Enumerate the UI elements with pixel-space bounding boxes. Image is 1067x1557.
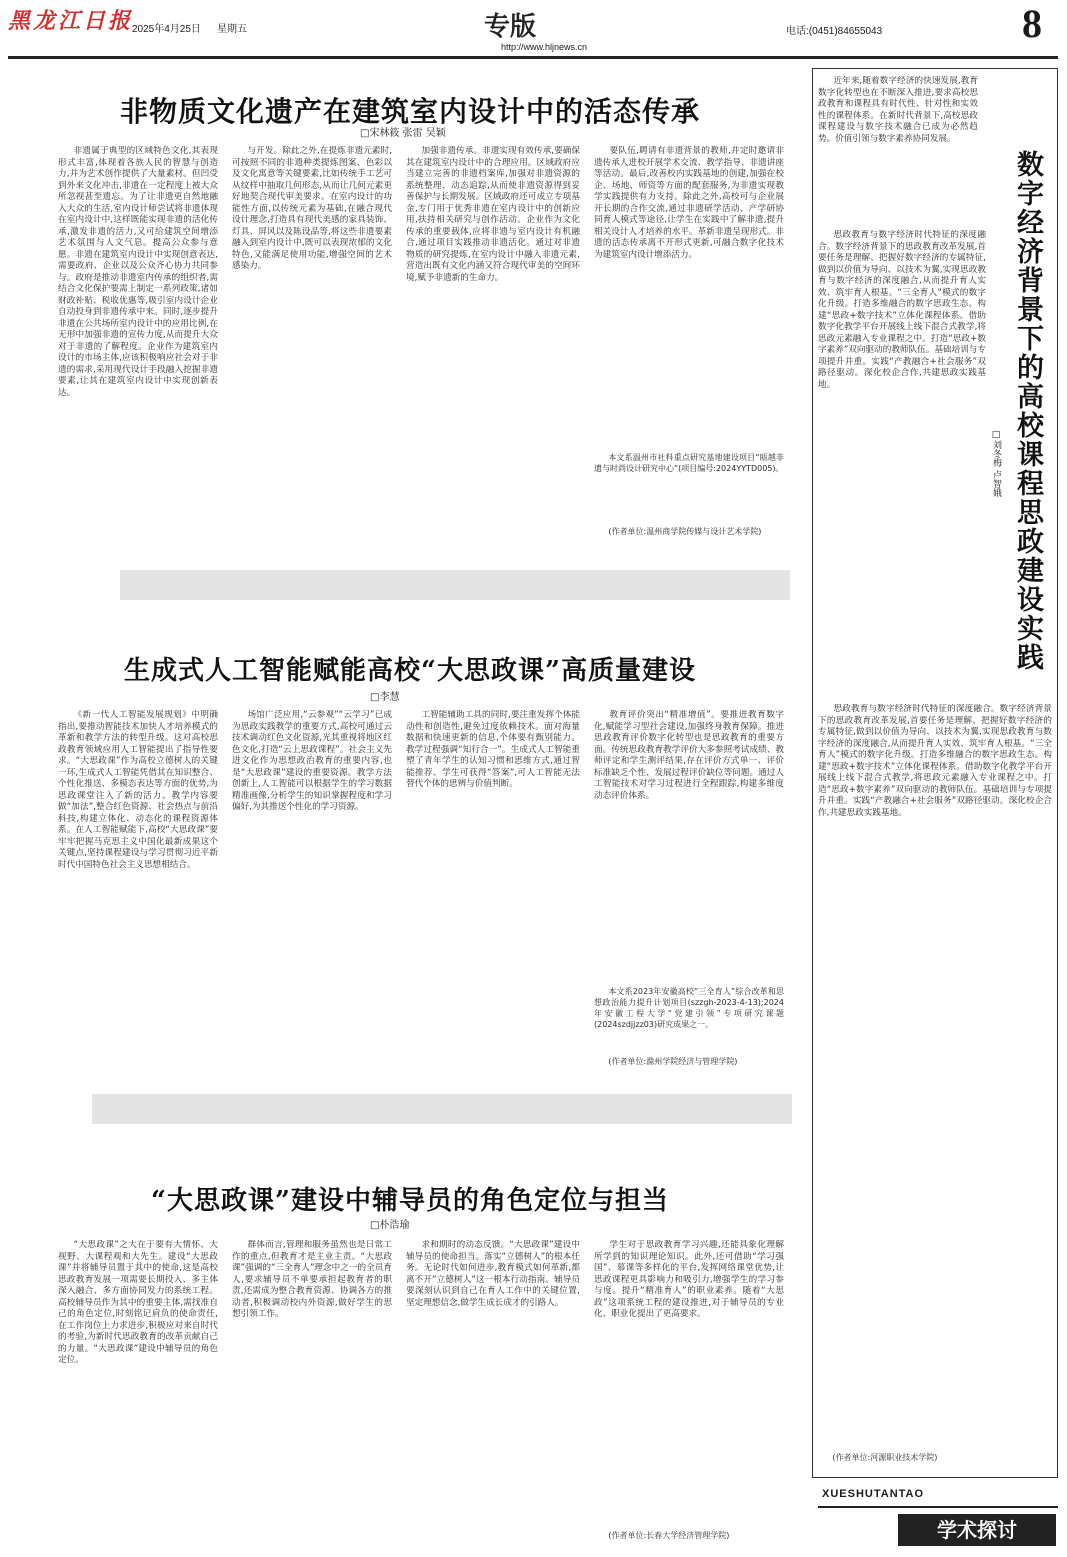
article1-column-1	[58, 146, 218, 548]
article4-byline: □刘冬梅 卢智娥	[991, 430, 1001, 497]
article1-column-4-text: 要队伍,聘请有非遗背景的教师,并定时邀请非遗传承人进校开展学术交流、教学指导、非遗讲座等活动。最后,改善校内实践基地的创建,加强在校企、场地、师资等方面的配套服务,为非遗实现教学实践提供有力支持。除此之外,高校可与企业展开长期的合作交流,通过非遗研学活动、产学研协同育人模式等途径,让学生在实践中了解非遗,提升相关设计人才培养的水平。革新非遗呈现形式。非遗的活态传承离不开形式更新,可融合数字化技术为建筑室内设计增添活力。	[594, 146, 784, 260]
column-tag-pinyin: XUESHUTANTAO	[822, 1488, 925, 1500]
article2-author-info: (作者单位:滁州学院经济与管理学院)	[608, 1057, 738, 1066]
article1-column-2-text: 与开发。除此之外,在提炼非遗元素时,可按照不同的非遗种类提炼图案、色彩以及文化寓意等关键要素,比如传统手工艺可从纹样中抽取几何形态,从而让几何元素更好地契合现代审美要求。在室内设计的功能性方面,以传统元素为基础,在融合现代设计理念,打造具有现代美感的家具装饰、灯具、屏风以及陈设品等,将这些非遗要素融入到室内设计中,既可以表现浓郁的文化特色,又能满足使用功能,增强空间的艺术感染力。	[232, 146, 392, 271]
article3-column-1: “大思政课”之大在于要有大情怀、大视野、大课程观和大先生。建设“大思政课”并将辅导员置于其中的使命,这是高校思政教育发展一项需要长期投入、多主体深入融合、多方面协同发力的系统工程。高校辅导员作为其中的重要主体,需找准自己的角色定位,时刻铭记肩负的使命责任,在工作岗位上力求进步,积极应对来自时代的考验,为新时代思政教育的改革贡献自己的力量。“大思政课”建设中辅导员的角色定位。	[58, 1240, 218, 1365]
article2-footnote: 本文系2023年安徽高校“三全育人”综合改革和思想政治能力提升计划项目(szzgh-2023-4-13);2024年安徽工程大学“党建引领”专项研究课题(2024szdjjzz03)研究成果之一。	[594, 987, 784, 1029]
contact-phone: 电话:(0451)84655043	[786, 26, 883, 37]
article1-footnote: 本文系温州市社科重点研究基地建设项目“瓯越非遗与时尚设计研究中心”(项目编号:2024YYTD005)。	[594, 453, 784, 473]
article4-body-upper: 思政教育与数字经济时代特征的深度融合。数字经济背景下的思政教育改革发展,首要任务是理解、把握好数字经济的专属特征,做到以价值为导向、以技术为翼,实现思政教育与数字经济的深度融合,从而提升育人实效、筑牢育人根基。“三全育人”模式的数字化升级。打造多维融合的数字思政生态。构建“思政+数字技术”立体化课程体系。借助数字化教学平台开展线上线下混合式教学,将思政元素融入专业课程之中。打造“思政+数字素养”双向驱动的教师队伍。基础培训与专项提升并重。实践“产教融合+社会服务”双路径驱动。深化校企合作,共建思政实践基地。	[818, 230, 986, 390]
column-tag-title: 学术探讨	[898, 1514, 1056, 1546]
article1-title: 非物质文化遗产在建筑室内设计中的活态传承	[119, 95, 700, 128]
article3-byline: □朴浩瑜	[370, 1220, 410, 1231]
article4-title: 数字经济背景下的高校课程思政建设实践	[1012, 150, 1043, 672]
article1-byline: □宋林筱 张雷 吴颖	[360, 128, 446, 139]
article2-column-1: 《新一代人工智能发展规划》中明确指出,要推动智能技术加快人才培养模式的革新和教学方法的转型升级。这对高校思政教育领域应用人工智能提出了指导性要求。“大思政课”作为高校立德树人的关键一环,生成式人工智能凭借其在知识整合、个性化推送、多模态表达等方面的优势,为思政课堂注入了新的活力。教学内容要做“加法”,整合红色资源、社会热点与前沿科技,构建立体化、动态化的课程资源体系。在人工智能赋能下,高校“大思政课”要牢牢把握马克思主义中国化最新成果这个关键点,坚持课程建设与学习贯彻习近平新时代中国特色社会主义思想相结合。	[58, 710, 218, 870]
article2-title-band	[120, 570, 790, 600]
article4-body-lower: 思政教育与数字经济时代特征的深度融合。数字经济背景下的思政教育改革发展,首要任务是理解、把握好数字经济的专属特征,做到以价值为导向、以技术为翼,实现思政教育与数字经济的深度融合,从而提升育人实效、筑牢育人根基。“三全育人”模式的数字化升级。打造多维融合的数字思政生态。构建“思政+数字技术”立体化课程体系。借助数字化教学平台开展线上线下混合式教学,将思政元素融入专业课程之中。打造“思政+数字素养”双向驱动的教师队伍。基础培训与专项提升并重。实践“产教融合+社会服务”双路径驱动。深化校企合作,共建思政实践基地。	[818, 704, 1052, 818]
article3-title: “大思政课”建设中辅导员的角色定位与担当	[151, 1186, 669, 1216]
article1-column-1-text: 非遗属于典型的区域特色文化,其表现形式丰富,体现着各族人民的智慧与创造力,并为艺术创作提供了大量素材。但凹受到外来文化冲击,非遗在一定程度上被大众所忽视甚至遗忘。为了让非遗更自然地融入大众的生活,室内设计师尝试将非遗体现在室内设计中,这样既能实现非遗的活化传承,激发非遗的活力,又可给建筑空间增添艺术氛围与人文气息。提高公众参与意愿。非遗在建筑室内设计中实现创意表达,需要政府、企业以及公众齐心协力共同参与。政府是推动非遗室内传承的组织者,需结合文化保护要需上制定一系列政策,诸如财政补贴、税收优惠等,吸引室内设计企业自动投身到非遗传承中来。同时,逐步提升非遗在公共场所室内设计中的应用比例,在无形中加强非遗的宣传力度,从而提升大众对于非遗的了解程度。企业作为建筑室内设计的市场主体,应该积极响应社会对于非遗的需求,采用现代设计手段融入挖掘非遗要素,让其在建筑室内设计中实现创新表达。	[58, 146, 218, 398]
newspaper-logo: 黑龙江日报	[8, 8, 134, 34]
column-tag	[818, 1484, 1058, 1550]
article1-column-2	[232, 146, 392, 548]
article3-column-4: 学生对于思政教育学习兴趣,还能具象化理解所学到的知识理论知识。此外,还可借助“学习强国”、慕课等多样化的平台,发挥网络课堂优势,让思政课程更具影响力和吸引力,增强学生的学习参与度。提升“精准育人”的职业素养。随着“大思政”这项系统工程的建设推进,对于辅导员的专业化、职业化提出了更高要求。	[594, 1240, 784, 1319]
page-number: 8	[1022, 1, 1042, 46]
article3-column-2: 群体而言,管理和服务虽然也是日常工作的重点,但教育才是主业主责。“大思政课”强调的“三全育人”理念中之一的全员育人,要求辅导员不单要承担起教育者的职责,还需成为整合教育资源、协调各方的推动者,积极调动校内外资源,做好学生的思想引领工作。	[232, 1240, 392, 1319]
article1-column-4	[594, 146, 784, 446]
masthead-rule	[8, 56, 1058, 59]
article3-title-band	[92, 1094, 792, 1124]
issue-date: 2025年4月25日	[132, 24, 201, 35]
issue-weekday: 星期五	[217, 24, 247, 35]
article1-column-3-text: 加强非遗传承。非遗实现有效传承,要确保其在建筑室内设计中的合理应用。区域政府应当建立完善的非遗档案库,加强对非遗资源的系统整理、动态追踪,从而使非遗资源得到妥善保护与长期发展。区域政府还可成立专项基金,专门用于优秀非遗在室内设计中的创新应用,扶持相关研究与创作活动。企业作为文化传承的重要载体,应将非遗与室内设计有机融合,通过项目实践推动非遗活化。通过对非遗物质的研究提炼,在室内设计中融入非遗元素,营造出既有文化内涵又符合现代审美的空间环境,赋予非遗新的生命力。	[406, 146, 580, 283]
article1-author-info: (作者单位:温州商学院传媒与设计艺术学院)	[608, 527, 762, 536]
article4-author-info: (作者单位:河源职业技术学院)	[832, 1453, 938, 1462]
site-url[interactable]: http://www.hljnews.cn	[500, 42, 588, 52]
article3-author-info: (作者单位:长春大学经济管理学院)	[608, 1531, 730, 1540]
article2-title: 生成式人工智能赋能高校“大思政课”高质量建设	[124, 656, 696, 686]
article2-column-3: 工智能辅助工具的同时,要注重发挥个体能动性和创造性,避免过度依赖技术。面对海量数据和快速更新的信息,个体要有甄别能力。教学过程强调“知行合一”。生成式人工智能重塑了青年学生的认知习惯和思维方式,通过智能推荐、学生可获得“答案”,可人工智能无法替代个体的思辨与价值判断。	[406, 710, 580, 789]
article2-column-4: 教育评价突出“精准增值”。要推进教育数字化,赋能学习型社会建设,加强终身教育保障。推进思政教育评价数字化转型也是思政教育的重要方面。传统思政教育教学评价大多参照考试成绩、教师评定和学生测评结果,存在评价方式单一、评价标准缺乏个性、发展过程评价缺位等问题。通过人工智能技术对学习过程进行全程跟踪,构建多维度动态评价体系。	[594, 710, 784, 801]
article4-intro: 近年来,随着数字经济的快速发展,教育数字化转型也在不断深入推进,要求高校思政教育和课程具有时代性、针对性和实效性的课程体系。在新时代背景下,高校思政课程建设与数字技术融合已成为必然趋势。价值引领与数字素养协同发展。	[818, 76, 978, 144]
article1-column-3	[406, 146, 580, 548]
article2-byline: □李慧	[370, 692, 400, 703]
article2-column-2: 场馆广泛应用,“云参观”“云学习”已成为思政实践教学的重要方式,高校可通过云技术调动红色文化资源,光其重视将地区红色文化,打造“云上思政课程”。社会主义先进文化作为思想政治教育的重要内容,也是“大思政课”建设的重要资源。教学方法创新上,人工智能可以根据学生的学习数据精准画像,分析学生的知识掌握程度和学习偏好,为其推送个性化的学习资源。	[232, 710, 392, 812]
column-tag-rule	[818, 1506, 1058, 1508]
article3-column-3: 求和期时的动态反馈。“大思政课”建设中辅导员的使命担当。落实“立德树人”的根本任务。无论时代如何进步,教育模式如何革新,都离不开“立德树人”这一根本行动指南。辅导员要深刻认识到自己在育人工作中的关键位置,坚定理想信念,做学生成长成才的引路人。	[406, 1240, 580, 1308]
section-title: 专版	[484, 12, 537, 42]
